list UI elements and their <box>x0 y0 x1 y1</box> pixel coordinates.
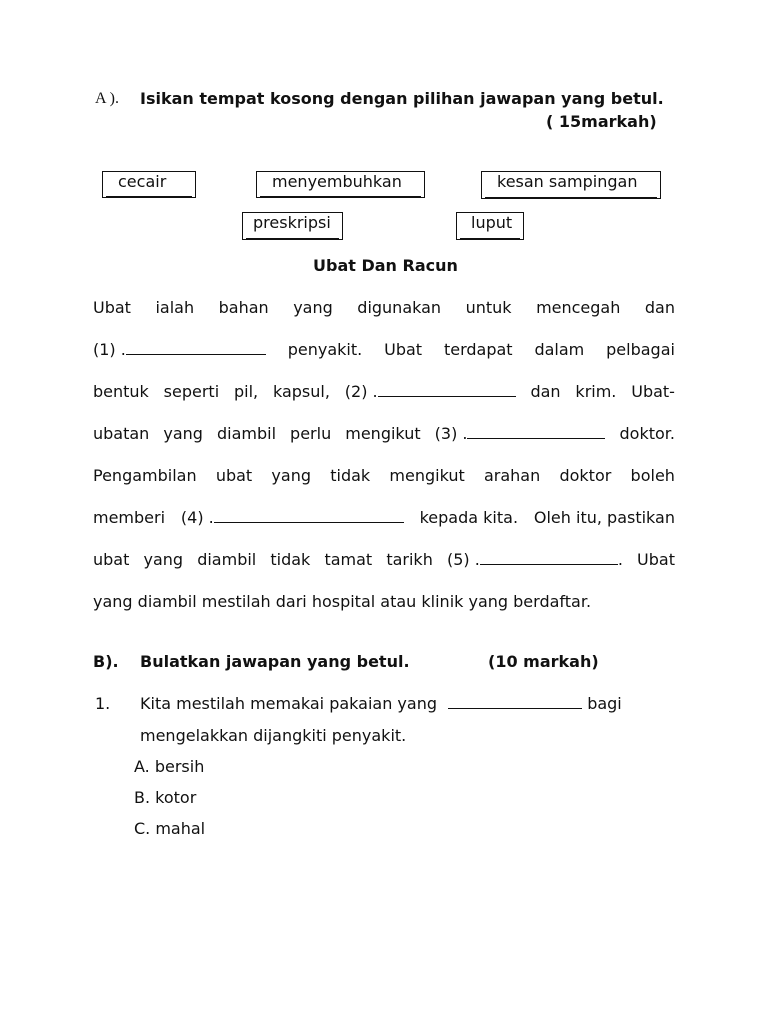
blank-number-2: (2) . <box>344 382 378 401</box>
word: yang diambil mestilah dari hospital atau klinik yang berdaftar. <box>93 592 592 611</box>
section-a-label: A ). <box>95 90 119 107</box>
option-c[interactable]: C. mahal <box>134 819 206 838</box>
word: penyakit. <box>287 340 363 359</box>
passage-line-3 <box>93 380 675 404</box>
word: pelbagai <box>606 340 675 359</box>
word: yang <box>271 466 311 485</box>
answer-blank-4[interactable] <box>214 508 404 523</box>
passage-title: Ubat Dan Racun <box>313 256 458 275</box>
word: tarikh <box>386 550 433 569</box>
word: untuk <box>465 298 512 317</box>
word: mengikut <box>389 466 465 485</box>
section-b-instruction: Bulatkan jawapan yang betul. <box>140 652 410 671</box>
section-a-instruction: Isikan tempat kosong dengan pilihan jawapan yang betul. <box>140 89 664 108</box>
word: yang <box>163 424 203 443</box>
section-b-label: B). <box>93 652 119 671</box>
word: tidak <box>330 466 371 485</box>
passage-line-6 <box>93 506 675 530</box>
word-box-luput: luput <box>456 212 524 240</box>
word: memberi <box>93 508 166 527</box>
word-box-kesan-sampingan: kesan sampingan <box>481 171 661 199</box>
option-b[interactable]: B. kotor <box>134 788 197 807</box>
word: pil, <box>234 382 259 401</box>
word: yang <box>143 550 184 569</box>
question-number: 1. <box>95 694 111 713</box>
passage-line-2 <box>93 338 675 362</box>
word: seperti <box>163 382 220 401</box>
question-text: Kita mestilah memakai pakaian yang <box>140 694 437 713</box>
passage-line-5 <box>93 464 675 488</box>
answer-blank-1[interactable] <box>126 340 266 355</box>
blank-group-4 <box>181 506 404 530</box>
blank-number-5: (5) . <box>446 550 480 569</box>
word: doktor. <box>619 424 675 443</box>
blank-group-1 <box>93 338 266 362</box>
word: dan <box>530 382 561 401</box>
word: Ubat- <box>631 382 675 401</box>
word: perlu <box>290 424 332 443</box>
question-text-after: bagi <box>587 694 622 713</box>
word: tidak <box>270 550 311 569</box>
blank-group-5 <box>447 548 623 572</box>
word: Oleh itu, pastikan <box>533 508 675 527</box>
word: dalam <box>534 340 585 359</box>
option-a[interactable]: A. bersih <box>134 757 205 776</box>
question-line-1 <box>140 694 622 713</box>
blank-number-3: (3) . <box>434 424 468 443</box>
word: ubat <box>93 550 130 569</box>
answer-blank-3[interactable] <box>467 424 605 439</box>
passage-line-7 <box>93 548 675 572</box>
word: diambil <box>197 550 257 569</box>
word: ubat <box>215 466 253 485</box>
word-box-preskripsi: preskripsi <box>242 212 343 240</box>
answer-blank-5[interactable] <box>480 550 618 565</box>
word: doktor <box>559 466 612 485</box>
word: bentuk <box>93 382 149 401</box>
blank-number-4: (4) . <box>180 508 214 527</box>
word: ialah <box>155 298 195 317</box>
word: bahan <box>218 298 269 317</box>
answer-blank-2[interactable] <box>378 382 516 397</box>
word: Ubat <box>637 550 675 569</box>
passage-line-8 <box>93 590 675 614</box>
period: . <box>617 550 623 569</box>
word: Ubat <box>384 340 423 359</box>
section-b-marks: (10 markah) <box>488 652 599 671</box>
word: terdapat <box>443 340 513 359</box>
word-box-cecair: cecair <box>102 171 196 198</box>
blank-number-1: (1) . <box>93 340 126 359</box>
word: kepada kita. <box>419 508 519 527</box>
word: Ubat <box>93 298 131 317</box>
word: mencegah <box>536 298 621 317</box>
word: kapsul, <box>272 382 330 401</box>
word: dan <box>644 298 675 317</box>
word: yang <box>293 298 333 317</box>
word: boleh <box>630 466 675 485</box>
section-a-marks: ( 15markah) <box>546 112 657 131</box>
word-box-menyembuhkan: menyembuhkan <box>256 171 425 198</box>
question-line-2: mengelakkan dijangkiti penyakit. <box>140 726 407 745</box>
blank-group-2 <box>345 380 516 404</box>
word: ubatan <box>93 424 150 443</box>
question-blank[interactable] <box>448 694 582 709</box>
word: diambil <box>216 424 277 443</box>
passage-line-4 <box>93 422 675 446</box>
passage-line-1 <box>93 296 675 320</box>
word: digunakan <box>357 298 442 317</box>
word: Pengambilan <box>93 466 197 485</box>
word: mengikut <box>345 424 421 443</box>
word: arahan <box>483 466 541 485</box>
word: tamat <box>324 550 373 569</box>
word: krim. <box>575 382 617 401</box>
blank-group-3 <box>435 422 606 446</box>
